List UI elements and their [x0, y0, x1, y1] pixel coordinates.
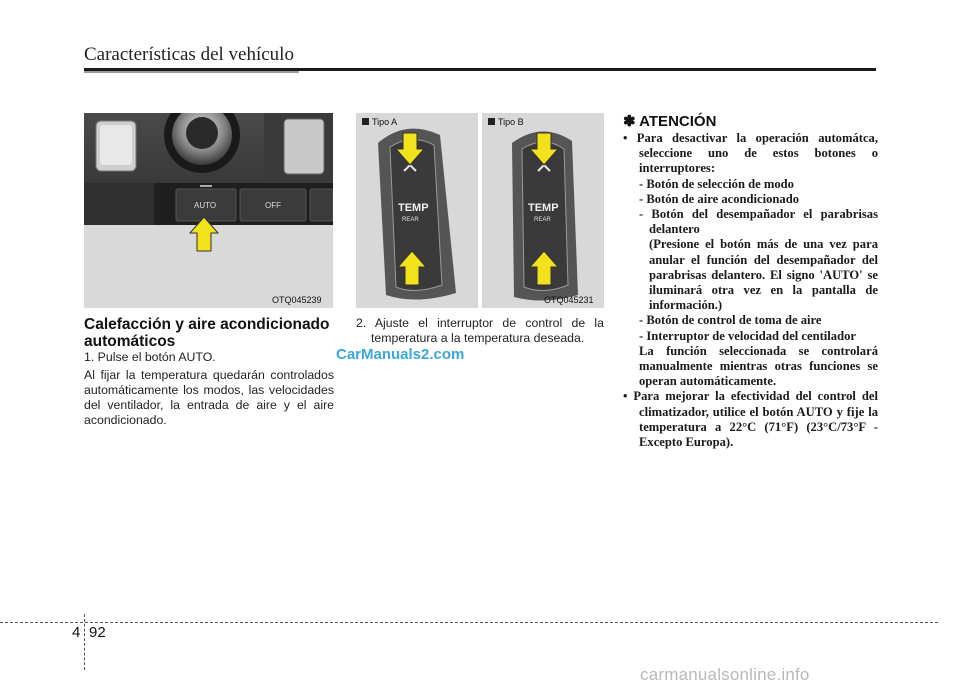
figure-type-a [356, 113, 478, 308]
attention-item: - Botón del desempañador el parabrisas delantero [639, 207, 878, 237]
site-watermark: carmanualsonline.info [640, 665, 810, 684]
section-heading: Calefacción y aire acondicionado automáticos [84, 316, 330, 350]
svg-text:TEMP: TEMP [398, 202, 429, 214]
off-button-label: OFF [265, 201, 281, 210]
type-b-label: Tipo B [488, 117, 524, 127]
temp-switch-b-illustration [482, 113, 604, 308]
attention-note: (Presione el botón más de una vez para anular el función del desempañador del parabrisas delantero. El signo 'AUTO' se iluminará otra vez en la pantalla de información.) [649, 237, 878, 313]
attention-item: - Interruptor de velocidad del centilador [639, 328, 856, 343]
svg-text:REAR: REAR [534, 217, 551, 223]
chapter-number: 4 [72, 624, 81, 641]
attention-item: - Botón de control de toma de aire [639, 313, 822, 328]
attention-item: - Botón de aire acondicionado [639, 191, 799, 206]
footer-divider [84, 614, 85, 670]
attention-title: ✽ ATENCIÓN [623, 113, 717, 130]
footer-rule [0, 622, 938, 623]
type-a-label: Tipo A [362, 117, 397, 127]
attention-paragraph: La función seleccionada se controlará manualmente mientras otras funciones se operan automáticamente. [639, 343, 878, 389]
attention-item: - Botón de selección de modo [639, 176, 794, 191]
page-header-title: Características del vehículo [84, 44, 294, 65]
climate-panel-illustration [84, 113, 333, 308]
header-rule-accent [84, 71, 299, 73]
attention-body [623, 131, 878, 450]
step-2: 2. Ajuste el interruptor de control de la temperatura a la temperatura deseada. [356, 316, 604, 345]
svg-text:TEMP: TEMP [528, 202, 559, 214]
page-number: 92 [89, 624, 106, 641]
figure-code-left: OTQ045239 [272, 295, 322, 305]
step-1-description: Al fijar la temperatura quedarán controlados automáticamente los modos, las velocidades del ventilador, la entrada de aire y el aire acondicionado. [84, 368, 334, 427]
figure-code-right: OTQ045231 [544, 295, 594, 305]
figure-auto-button [84, 113, 333, 308]
attention-bullet-1: • Para desactivar la operación automátca, seleccione uno de estos botones o interruptores: [623, 131, 878, 176]
auto-button-label: AUTO [194, 201, 217, 210]
watermark-logo: CarManuals2.com [336, 346, 465, 363]
temp-switch-a-illustration [356, 113, 478, 308]
figure-type-b [482, 113, 604, 308]
attention-bullet-2: • Para mejorar la efectividad del control del climatizador, utilice el botón AUTO y fije la temperatura a 22°C (71°F) (23°C/73°F - Excepto Europa). [623, 389, 878, 450]
svg-text:REAR: REAR [402, 217, 419, 223]
step-1: 1. Pulse el botón AUTO. [84, 350, 216, 364]
